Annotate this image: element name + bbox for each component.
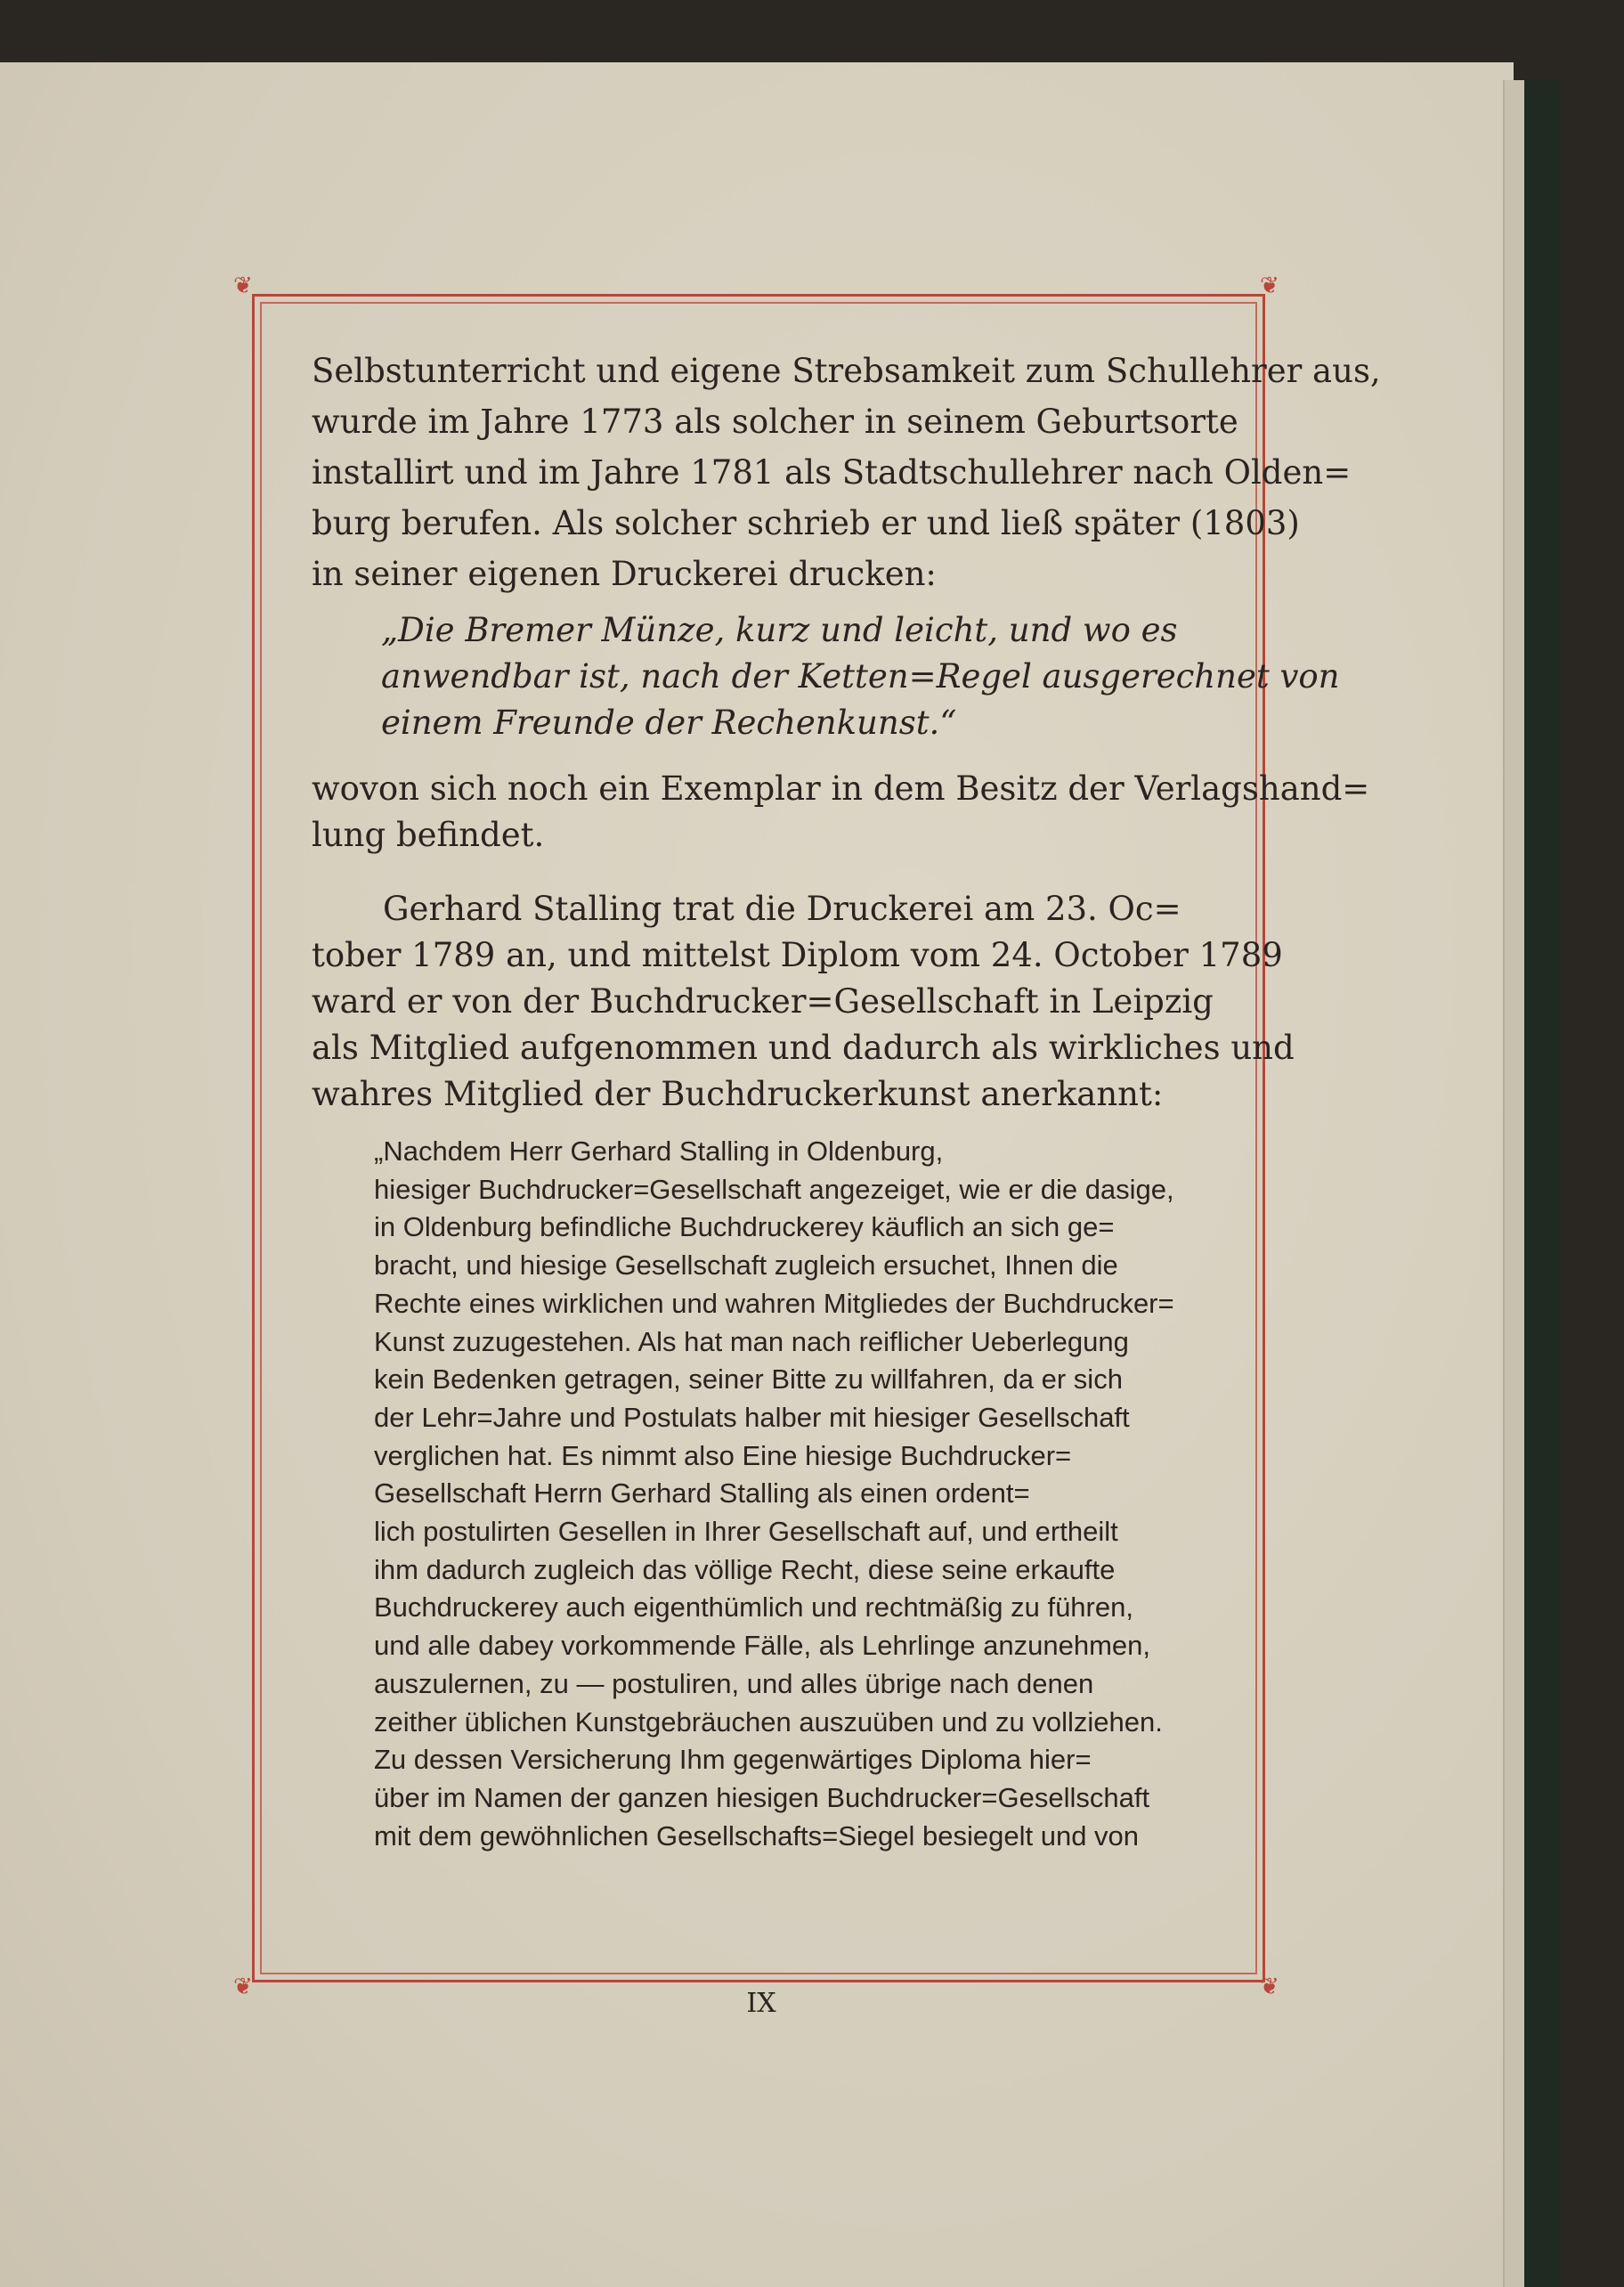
- text-line: Buchdruckerey auch eigenthümlich und rechtmäßig zu führen,: [374, 1591, 1133, 1624]
- text-line: Rechte eines wirklichen und wahren Mitgliedes der Buchdrucker=: [374, 1287, 1174, 1319]
- text-line: wahres Mitglied der Buchdruckerkunst anerkannt:: [312, 1075, 1164, 1113]
- text-line: lich postulirten Gesellen in Ihrer Gesellschaft auf, und ertheilt: [374, 1516, 1118, 1548]
- text-line: zeither üblichen Kunstgebräuchen auszuüben und zu vollziehen.: [374, 1705, 1163, 1738]
- text-line: wovon sich noch ein Exemplar in dem Besitz der Verlagshand=: [312, 769, 1370, 808]
- quoted-title: [381, 607, 1340, 746]
- text-line: in Oldenburg befindliche Buchdruckerey käuflich an sich ge=: [374, 1211, 1115, 1243]
- text-line: bracht, und hiesige Gesellschaft zugleich ersuchet, Ihnen die: [374, 1249, 1118, 1282]
- text-line: über im Namen der ganzen hiesigen Buchdrucker=Gesellschaft: [374, 1781, 1150, 1813]
- text-line: in seiner eigenen Druckerei drucken:: [312, 555, 937, 593]
- text-line: ihm dadurch zugleich das völlige Recht, diese seine erkaufte: [374, 1553, 1116, 1585]
- body-paragraph-2: [312, 766, 1370, 859]
- corner-ornament-top-right: ❦: [1260, 273, 1279, 299]
- text-line: Selbstunterricht und eigene Strebsamkeit zum Schullehrer aus,: [312, 352, 1381, 390]
- text-line: auszulernen, zu — postuliren, und alles übrige nach denen: [374, 1667, 1094, 1699]
- corner-ornament-bottom-left: ❦: [233, 1974, 253, 2000]
- text-line: Kunst zuzugestehen. Als hat man nach reiflicher Ueberlegung: [374, 1325, 1129, 1357]
- text-line: „Die Bremer Münze, kurz und leicht, und wo es: [381, 611, 1178, 649]
- text-line: burg berufen. Als solcher schrieb er und ließ später (1803): [312, 504, 1300, 542]
- text-line: mit dem gewöhnlichen Gesellschafts=Siegel besiegelt und von: [374, 1819, 1140, 1852]
- text-line: installirt und im Jahre 1781 als Stadtschullehrer nach Olden=: [312, 453, 1352, 492]
- text-line: ward er von der Buchdrucker=Gesellschaft in Leipzig: [312, 982, 1214, 1021]
- corner-ornament-bottom-right: ❦: [1260, 1974, 1279, 2000]
- text-line: hiesiger Buchdrucker=Gesellschaft angezeiget, wie er die dasige,: [374, 1173, 1174, 1205]
- body-paragraph-1: [312, 346, 1381, 599]
- diploma-quote: [374, 1133, 1220, 1855]
- book-spine: [1524, 80, 1560, 2287]
- text-line: „Nachdem Herr Gerhard Stalling in Oldenburg,: [374, 1135, 944, 1167]
- text-line: anwendbar ist, nach der Ketten=Regel ausgerechnet von: [381, 657, 1340, 696]
- body-paragraph-3: [312, 886, 1295, 1118]
- text-line: als Mitglied aufgenommen und dadurch als wirkliches und: [312, 1029, 1295, 1067]
- page-number: IX: [746, 1988, 776, 2019]
- text-line: Gesellschaft Herrn Gerhard Stalling als einen ordent=: [374, 1477, 1030, 1510]
- text-line: tober 1789 an, und mittelst Diplom vom 24. October 1789: [312, 936, 1283, 974]
- text-line: und alle dabey vorkommende Fälle, als Lehrlinge anzunehmen,: [374, 1630, 1150, 1662]
- text-line: der Lehr=Jahre und Postulats halber mit hiesiger Gesellschaft: [374, 1401, 1130, 1433]
- text-line: einem Freunde der Rechenkunst.“: [381, 704, 957, 742]
- text-line: Zu dessen Versicherung Ihm gegenwärtiges Diploma hier=: [374, 1744, 1092, 1776]
- text-line: lung befindet.: [312, 816, 545, 854]
- corner-ornament-top-left: ❦: [233, 273, 253, 299]
- page-edge: [1503, 80, 1526, 2287]
- text-line: kein Bedenken getragen, seiner Bitte zu willfahren, da er sich: [374, 1363, 1123, 1396]
- text-line: Gerhard Stalling trat die Druckerei am 23. Oc=: [383, 890, 1181, 928]
- text-line: wurde im Jahre 1773 als solcher in seinem Geburtsorte: [312, 403, 1238, 441]
- text-line: verglichen hat. Es nimmt also Eine hiesige Buchdrucker=: [374, 1439, 1072, 1471]
